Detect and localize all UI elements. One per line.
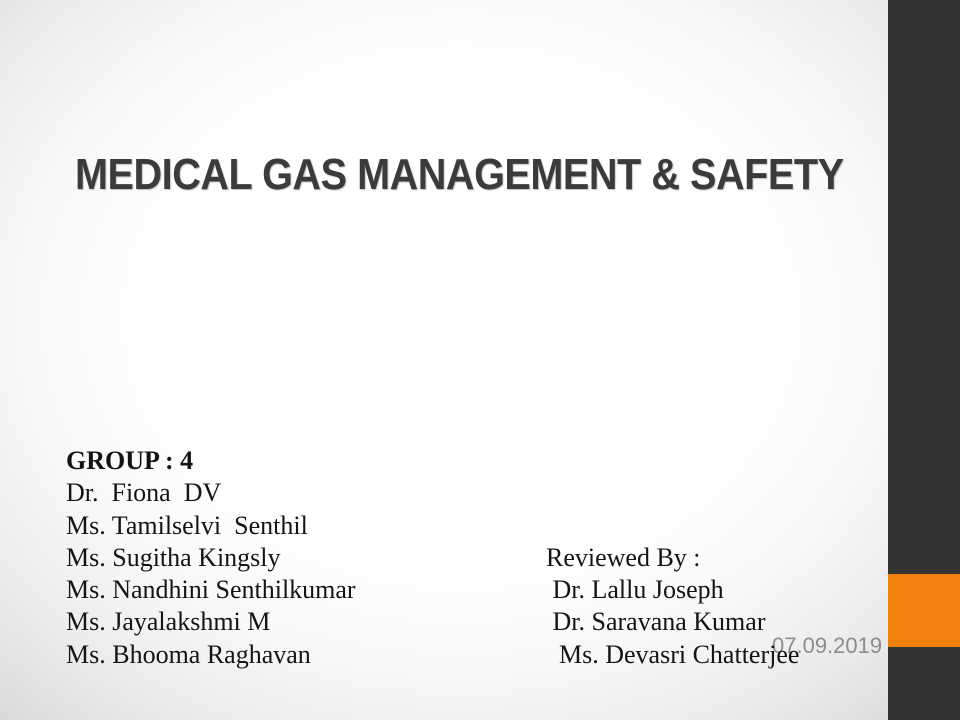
member-name: Ms. Jayalakshmi M [66,607,271,637]
reviewer-name: Ms. Devasri Chatterjee [546,639,800,669]
roster-row [66,510,886,542]
roster-row-group [66,445,886,477]
member-name: Ms. Bhooma Raghavan [66,639,311,669]
roster-row [66,574,886,606]
member-name: Ms. Tamilselvi Senthil [66,510,308,540]
reviewer-name: Dr. Saravana Kumar [546,607,766,637]
roster-right [546,477,886,509]
reviewed-by-label: Reviewed By : [546,542,701,572]
member-name: Dr. Fiona DV [66,478,222,508]
orange-accent-block [888,574,960,647]
reviewer-name: Dr. Lallu Joseph [546,575,724,605]
member-name: Ms. Nandhini Senthilkumar [66,575,356,605]
roster-block [66,445,886,671]
member-name: Ms. Sugitha Kingsly [66,542,281,572]
roster-row [66,606,886,638]
slide-title: MEDICAL GAS MANAGEMENT & SAFETY [75,150,844,199]
roster-row [66,477,886,509]
slide-date: 07.09.2019 [772,633,883,658]
roster-right [546,510,886,542]
roster-row [66,639,886,671]
roster-right [546,445,886,477]
group-label: GROUP : 4 [66,446,194,475]
roster-row [66,542,886,574]
